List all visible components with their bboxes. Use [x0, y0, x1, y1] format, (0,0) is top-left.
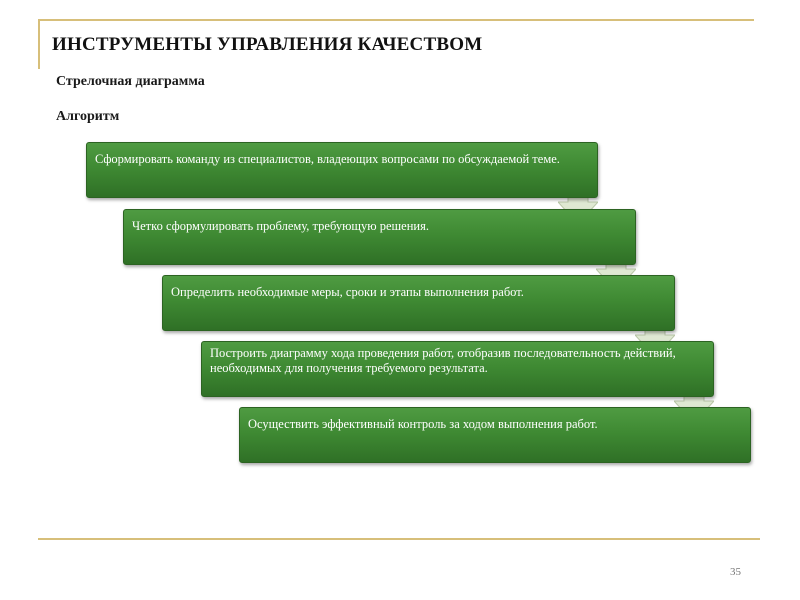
- step-1-text: Сформировать команду из специалистов, владеющих вопросами по обсуждаемой теме.: [95, 152, 560, 166]
- step-4-text: Построить диаграмму хода проведения работ, отобразив последовательность действий, необходимых для получения требуемого результата.: [210, 346, 676, 375]
- step-3-text: Определить необходимые меры, сроки и этапы выполнения работ.: [171, 285, 524, 299]
- bottom-divider: [38, 538, 760, 540]
- step-3-box: [162, 275, 675, 331]
- step-1-box: [86, 142, 598, 198]
- section-label: Алгоритм: [56, 109, 120, 124]
- step-5-box: [239, 407, 751, 463]
- step-5-text: Осуществить эффективный контроль за ходом выполнения работ.: [248, 417, 598, 431]
- step-4-box: [201, 341, 714, 397]
- step-2-box: [123, 209, 636, 265]
- slide-subtitle: Стрелочная диаграмма: [56, 74, 205, 89]
- step-2-text: Четко сформулировать проблему, требующую решения.: [132, 219, 429, 233]
- page-number: 35: [730, 566, 741, 578]
- slide-title: ИНСТРУМЕНТЫ УПРАВЛЕНИЯ КАЧЕСТВОМ: [52, 34, 483, 55]
